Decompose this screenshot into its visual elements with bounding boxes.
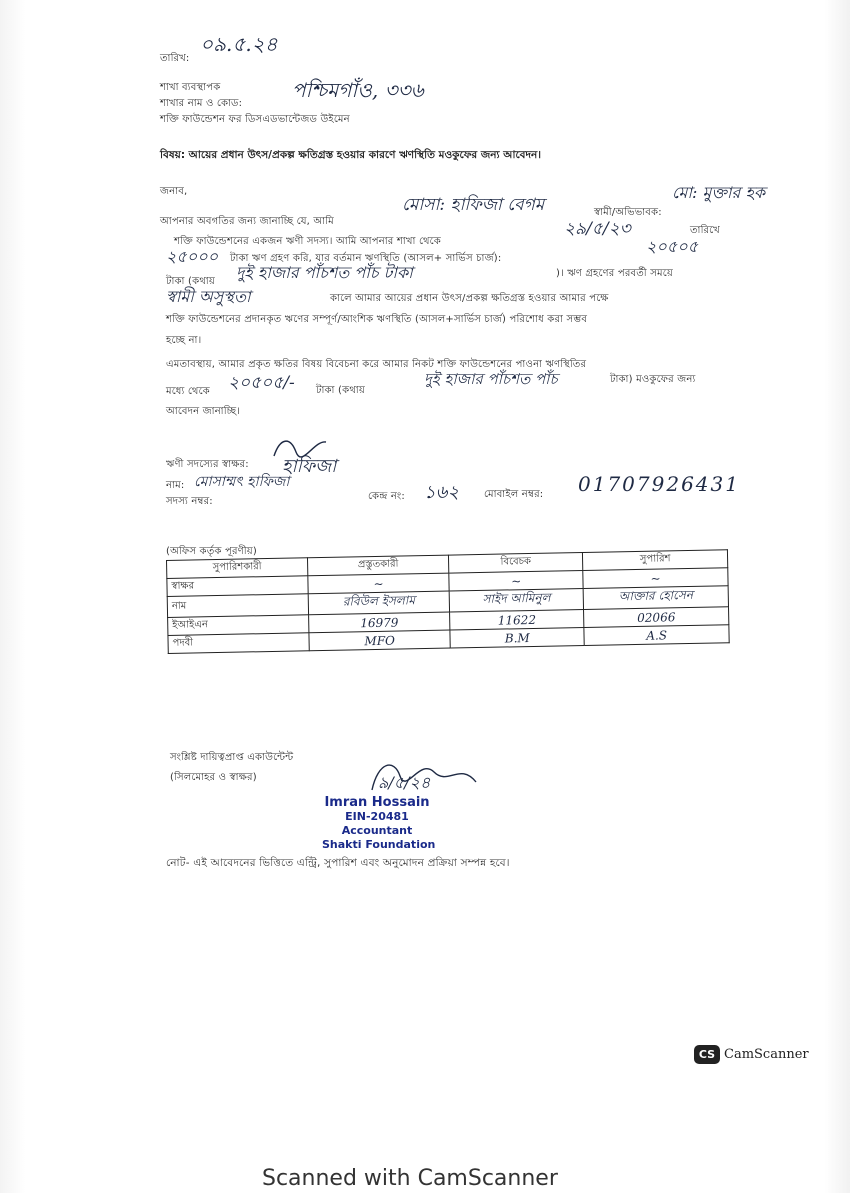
mobile-label: মোবাইল নম্বর: [484,489,544,500]
member-number-label: সদস্য নম্বর: [166,496,213,507]
para1-line6: শক্তি ফাউন্ডেশনের প্রদানকৃত ঋণের সম্পূর্ণ/আংশিক ঋণস্থিতি (আসল+সার্ভিস চার্জ) পরিশোধ করা সম্ভব [166,314,588,325]
stamp-ein: EIN-20481 [345,810,409,823]
name-cell: সাইদ আমিনুল [449,588,583,612]
para1-line4-end: )। ঋণ গ্রহণের পরবর্তী সময়ে [556,268,673,279]
organization-line: শক্তি ফাউন্ডেশন ফর ডিসএডভান্টেজড উইমেন [160,114,350,125]
signature-cell: ~ [583,568,728,589]
mobile-handwritten: 01707926431 [578,472,740,496]
designation-cell: MFO [309,630,451,651]
branch-value-handwritten: পশ্চিমগাঁও, ৩৩৬ [292,78,424,102]
name-cell: রবিউল ইসলাম [308,591,450,615]
designation-cell: A.S [584,625,729,646]
header-cell: সুপারিশকারী [167,558,308,579]
signature-cell: ~ [308,573,450,594]
subject-line: বিষয়: আয়ের প্রধান উৎস/প্রকল্প ক্ষতিগ্রস্ত হওয়ার কারণে ঋণস্থিতি মওকুফের জন্য আবেদন। [160,149,542,161]
office-section-title: (অফিস কর্তৃক পূরণীয়) [166,546,257,557]
ein-cell: 16979 [309,612,451,633]
applicant-name-handwritten: মোসাম্মৎ হাফিজা [194,474,290,490]
para2-line3: আবেদন জানাচ্ছি। [166,406,241,417]
loan-date-handwritten: ২৯/৫/২৩ [564,219,631,239]
waiver-words-handwritten: দুই হাজার পাঁচশত পাঁচ [424,370,558,388]
waiver-amount-handwritten: ২০৫০৫/- [228,373,295,393]
para1-line1-guardian-label: স্বামী/অভিভাবক: [594,207,662,218]
accountant-line2: (সিলমোহর ও স্বাক্ষর) [170,772,257,783]
cause-handwritten: স্বামী অসুস্থতা [166,287,251,306]
para1-line3: টাকা ঋণ গ্রহণ করি, যার বর্তমান ঋণস্থিতি (আসল+ সার্ভিস চার্জ): [230,253,502,264]
loan-amount-handwritten: ২৫০০০ [166,247,218,266]
date-label: তারিখ: [160,53,190,64]
accountant-signature-icon [364,752,482,798]
camscanner-brand: CamScanner [724,1047,809,1062]
accountant-stamp [322,795,436,852]
kendra-label: কেন্দ্র নং: [368,491,405,502]
designation-cell: B.M [450,627,584,648]
date-value-handwritten: ০৯.৫.২৪ [200,32,278,56]
scanned-with-footer: Scanned with CamScanner [262,1166,558,1191]
para2-line2-start: মধ্যে থেকে [166,386,210,397]
ein-cell: 02066 [584,607,729,628]
para1-line1-start: আপনার অবগতির জন্য জানাচ্ছি যে, আমি [160,216,334,227]
kendra-handwritten: ১৬২ [424,482,460,503]
applicant-name-label: নাম: [166,480,185,491]
manager-label: শাখা ব্যবস্থাপক [160,82,221,93]
signature-cell: ~ [449,570,583,591]
para1-line5: কালে আমার আয়ের প্রধান উৎস/প্রকল্প ক্ষতিগ্রস্ত হওয়ার আমার পক্ষে [330,293,609,304]
outstanding-words-handwritten: দুই হাজার পাঁচশত পাঁচ টাকা [236,263,413,282]
borrower-name-handwritten: মোসা: হাফিজা বেগম [402,195,545,215]
ein-cell: 11622 [450,609,584,630]
accountant-sign-date-handwritten: ৯/৫/২৪ [378,773,431,792]
row-label: স্বাক্ষর [167,576,308,597]
name-cell: আক্তার হোসেন [583,586,728,610]
header-cell: সুপারিশ [583,550,728,571]
para1-line4-start: টাকা (কথায় [166,276,215,287]
row-label: পদবী [168,633,309,654]
para2-line2-mid: টাকা (কথায় [316,385,365,396]
salutation: জনাব, [160,186,188,197]
para1-line2: শক্তি ফাউন্ডেশনের একজন ঋণী সদস্য। আমি আপনার শাখা থেকে [174,236,441,247]
guardian-name-handwritten: মো: মুক্তার হক [672,183,766,202]
para2-line2-end: টাকা) মওকুফের জন্য [610,374,696,385]
stamp-title: Accountant [341,824,413,837]
branch-label: শাখার নাম ও কোড: [160,98,243,109]
outstanding-handwritten: ২০৫০৫ [646,237,698,256]
camscanner-logo [694,1045,809,1064]
office-approval-table [166,549,730,654]
para1-line2-end: তারিখে [690,225,720,236]
note-line: নোট- এই আবেদনের ভিত্তিতে এন্ট্রি, সুপারিশ এবং অনুমোদন প্রক্রিয়া সম্পন্ন হবে। [166,857,510,869]
applicant-signature-handwritten: হাফিজা [282,456,337,477]
stamp-org: Shakti Foundation [322,838,436,851]
signature-stroke-icon [270,434,330,460]
header-cell: প্রস্তুতকারী [307,555,449,576]
applicant-signature-label: ঋণী সদস্যের স্বাক্ষর: [166,459,249,470]
stamp-name: Imran Hossain [324,795,430,810]
header-cell: বিবেচক [449,553,583,574]
row-label: ইআইএন [168,615,309,636]
para2-line1: এমতাবস্থায়, আমার প্রকৃত ক্ষতির বিষয় বিবেচনা করে আমার নিকট শক্তি ফাউন্ডেশনের পাওনা ঋণস্থিতির [166,359,587,370]
para1-line7: হচ্ছে না। [166,335,202,346]
accountant-line1: সংশ্লিষ্ট দায়িত্বপ্রাপ্ত একাউন্টেন্ট [170,752,294,763]
camscanner-icon: CS [694,1045,720,1064]
row-label: নাম [167,594,308,618]
